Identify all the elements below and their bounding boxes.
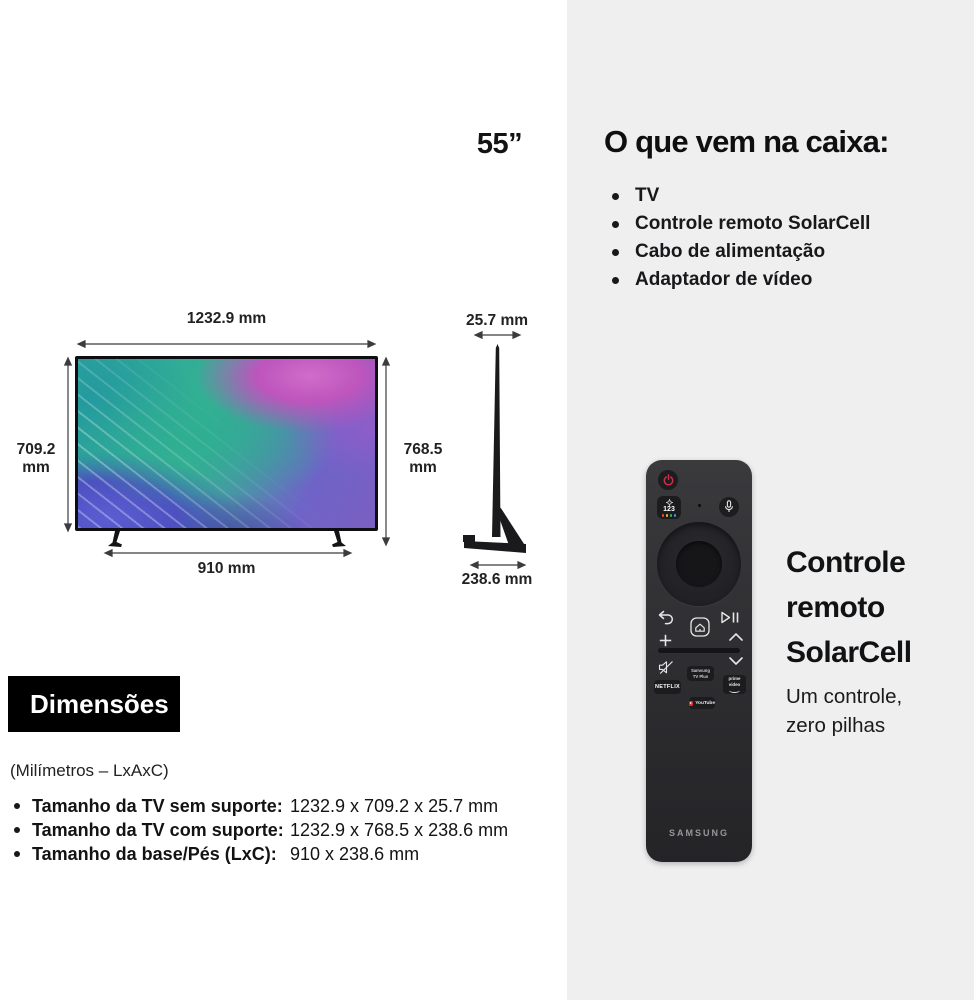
- side-depth-label: 25.7 mm: [465, 312, 529, 329]
- feet-width-label: 910 mm: [197, 560, 256, 577]
- youtube-button: [689, 697, 715, 709]
- box-item-label: Adaptador de vídeo: [635, 269, 813, 290]
- bullet-icon: [14, 803, 20, 809]
- samsung-tv-plus-label: Samsung TV Plus: [691, 668, 710, 679]
- dimensions-title: Dimensões: [30, 688, 169, 719]
- bullet-icon: [612, 277, 619, 284]
- samsung-tv-plus-button: [687, 666, 714, 681]
- remote-control: [646, 460, 752, 862]
- tv-front-view: [75, 356, 378, 531]
- table-row: [14, 818, 554, 842]
- youtube-play-icon: [689, 701, 693, 706]
- unit-note: (Milímetros – LxAxC): [10, 761, 169, 780]
- back-icon: [657, 610, 675, 626]
- front-height-with-stand-label: 768.5 mm: [403, 441, 443, 476]
- dimension-value: 1232.9 x 768.5 x 238.6 mm: [290, 819, 509, 840]
- bullet-icon: [612, 249, 619, 256]
- list-item: [612, 266, 952, 294]
- bullet-icon: [612, 221, 619, 228]
- box-item-label: Cabo de alimentação: [635, 241, 826, 262]
- number-123-label: 123: [663, 505, 675, 513]
- remote-subtext-line: zero pilhas: [786, 714, 886, 737]
- prime-video-label: prime video: [728, 676, 741, 687]
- volume-up-button: [659, 634, 672, 647]
- netflix-label: NETFLIX: [654, 684, 681, 690]
- box-item-label: Controle remoto SolarCell: [635, 213, 871, 234]
- tv-side-view: [461, 344, 533, 558]
- channel-up-button: [729, 633, 743, 641]
- remote-heading-line: SolarCell: [786, 636, 912, 669]
- power-icon: [663, 474, 674, 486]
- tv-foot-right: [328, 531, 348, 547]
- table-row: [14, 794, 554, 818]
- prime-smile-icon: [729, 688, 740, 693]
- rocker-bar: [658, 648, 740, 653]
- dimensions-title-box: [8, 676, 180, 732]
- back-button: [656, 609, 676, 627]
- dpad: [657, 522, 741, 606]
- play-pause-icon: [720, 610, 741, 625]
- mic-icon: [723, 500, 735, 514]
- chevron-up-icon: [729, 633, 743, 641]
- dimension-label: Tamanho da TV sem suporte:: [32, 795, 283, 816]
- mic-hole: [698, 504, 701, 507]
- home-button: [690, 617, 710, 637]
- bullet-icon: [14, 851, 20, 857]
- gear-icon: [666, 499, 673, 506]
- front-height-label: 709.2 mm: [16, 441, 56, 476]
- power-button: [658, 470, 678, 490]
- dpad-center-button: [676, 541, 722, 587]
- tv-size-label: 55”: [476, 128, 523, 160]
- list-item: [612, 238, 952, 266]
- dimension-label: Tamanho da base/Pés (LxC):: [32, 843, 277, 864]
- table-row: [14, 842, 554, 866]
- remote-subtext-line: Um controle,: [786, 685, 903, 708]
- tv-foot-left: [106, 531, 126, 547]
- bullet-icon: [14, 827, 20, 833]
- dimensions-list: [14, 794, 554, 866]
- plus-icon: [659, 634, 672, 647]
- side-base-depth-label: 238.6 mm: [461, 571, 533, 588]
- dimension-value: 910 x 238.6 mm: [290, 843, 420, 864]
- list-item: [612, 210, 952, 238]
- color-dots-icon: [662, 514, 677, 517]
- front-width-label: 1232.9 mm: [186, 310, 267, 327]
- mute-icon: [658, 660, 674, 675]
- mute-button: [658, 660, 674, 675]
- list-item: [612, 182, 952, 210]
- prime-video-button: [723, 675, 746, 694]
- remote-subtext: [786, 682, 971, 740]
- remote-heading: [786, 540, 971, 675]
- bullet-icon: [612, 193, 619, 200]
- number-123-button: [657, 496, 681, 519]
- tv-screen-image: [78, 359, 375, 528]
- dimension-value: 1232.9 x 709.2 x 25.7 mm: [290, 795, 499, 816]
- remote-heading-line: remoto: [786, 591, 885, 624]
- box-contents-list: [612, 182, 952, 294]
- samsung-brand-label: SAMSUNG: [668, 828, 729, 838]
- netflix-button: [654, 680, 681, 694]
- home-icon: [690, 617, 710, 637]
- play-pause-button: [720, 609, 741, 625]
- dimension-label: Tamanho da TV com suporte:: [32, 819, 284, 840]
- box-item-label: TV: [635, 185, 660, 206]
- remote-heading-line: Controle: [786, 546, 906, 579]
- voice-button: [719, 497, 739, 517]
- channel-down-button: [729, 657, 743, 665]
- youtube-label: YouTube: [695, 700, 715, 706]
- chevron-down-icon: [729, 657, 743, 665]
- box-contents-heading: O que vem na caixa:: [604, 124, 889, 159]
